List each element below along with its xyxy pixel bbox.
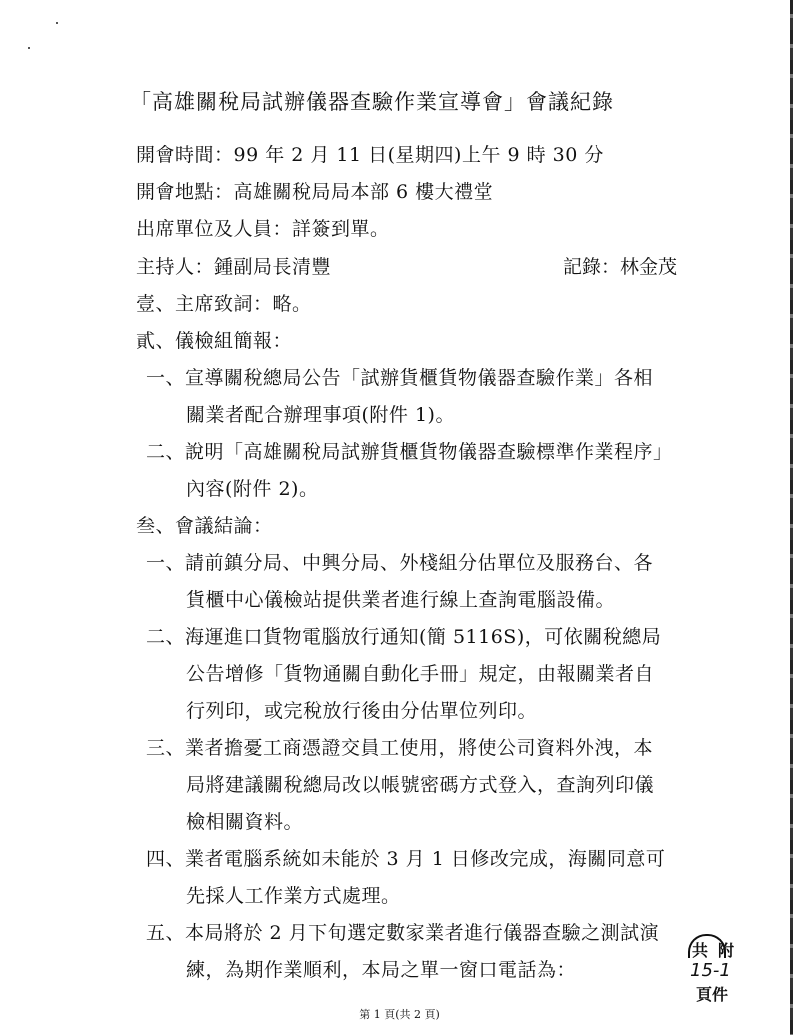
stamp-text-4: 頁件 xyxy=(696,985,729,1004)
stamp-text-2: 附 xyxy=(718,941,735,960)
stamp-text-3: 15-1 xyxy=(690,960,731,981)
section-2-heading: 貳、儀檢組簡報： xyxy=(136,330,293,352)
page-footer: 第 1 頁(共 2 頁) xyxy=(359,1008,440,1021)
section-3-item-3-line-3: 檢相關資料。 xyxy=(186,811,304,833)
section-3-item-2-line-1: 二、海運進口貨物電腦放行通知(簡 5116S)，可依關稅總局 xyxy=(146,626,662,648)
section-3-item-5-line-2: 練，為期作業順利，本局之單一窗口電話為： xyxy=(186,959,577,981)
scan-edge xyxy=(790,0,793,1035)
scan-speck xyxy=(28,47,30,49)
section-3-heading: 叁、會議結論： xyxy=(136,515,273,537)
meeting-time: 開會時間：99 年 2 月 11 日(星期四)上午 9 時 30 分 xyxy=(136,144,604,166)
stamp-text-1: 共 xyxy=(692,941,709,960)
section-2-item-2-line-1: 二、說明「高雄關稅局試辦貨櫃貨物儀器查驗標準作業程序」 xyxy=(146,441,673,463)
section-3-item-5-line-1: 五、本局將於 2 月下旬選定數家業者進行儀器查驗之測試演 xyxy=(146,922,660,944)
section-2-item-1-line-1: 一、宣導關稅總局公告「試辦貨櫃貨物儀器查驗作業」各相 xyxy=(146,367,654,389)
section-3-item-1-line-1: 一、請前鎮分局、中興分局、外棧組分估單位及服務台、各 xyxy=(146,552,654,574)
chairperson: 主持人：鍾副局長清豐 xyxy=(136,256,332,278)
section-2-item-1-line-2: 關業者配合辦理事項(附件 1)。 xyxy=(186,404,455,426)
section-2-item-2-line-2: 內容(附件 2)。 xyxy=(186,478,319,500)
section-3-item-4-line-1: 四、業者電腦系統如未能於 3 月 1 日修改完成，海關同意可 xyxy=(146,848,666,870)
attachment-page-stamp xyxy=(688,938,748,1008)
section-1: 壹、主席致詞：略。 xyxy=(136,293,312,315)
section-3-item-2-line-2: 公告增修「貨物通關自動化手冊」規定，由報關業者自 xyxy=(186,663,655,685)
section-3-item-3-line-2: 局將建議關稅總局改以帳號密碼方式登入，查詢列印儀 xyxy=(186,774,655,796)
scan-speck xyxy=(56,22,58,24)
section-3-item-3-line-1: 三、業者擔憂工商憑證交員工使用，將使公司資料外洩，本 xyxy=(146,737,654,759)
meeting-place: 開會地點：高雄關稅局局本部 6 樓大禮堂 xyxy=(136,181,494,203)
recorder: 記錄：林金茂 xyxy=(563,256,678,278)
document-title: 「高雄關稅局試辦儀器查驗作業宣導會」會議紀錄 xyxy=(130,90,614,114)
section-3-item-1-line-2: 貨櫃中心儀檢站提供業者進行線上查詢電腦設備。 xyxy=(186,589,616,611)
section-3-item-2-line-3: 行列印，或完稅放行後由分估單位列印。 xyxy=(186,700,538,722)
attendees: 出席單位及人員：詳簽到單。 xyxy=(136,218,390,240)
section-3-item-4-line-2: 先採人工作業方式處理。 xyxy=(186,885,401,907)
